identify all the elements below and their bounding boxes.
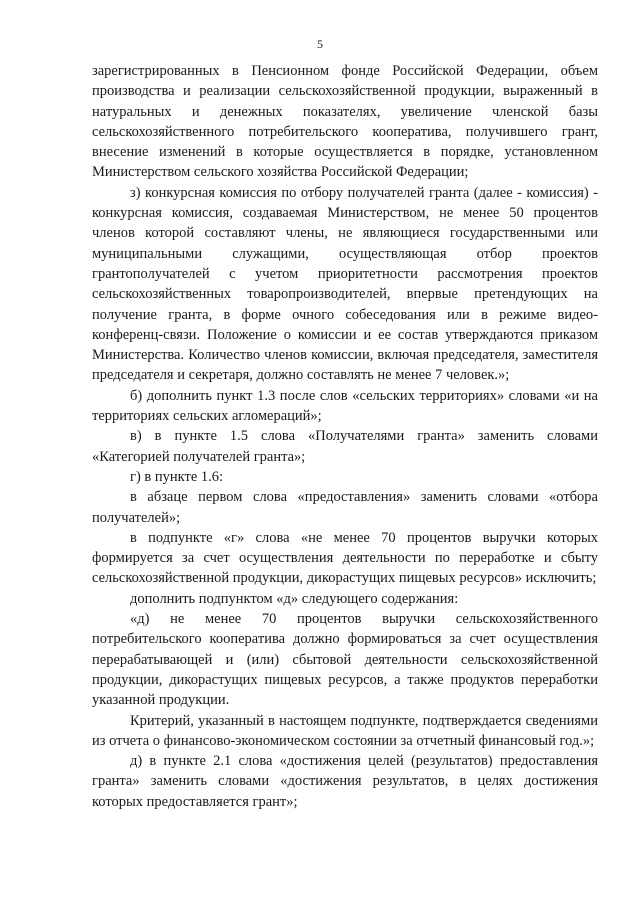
paragraph-add-subitem-d: дополнить подпунктом «д» следующего содержания:: [130, 590, 459, 607]
paragraph-subitem-g: в подпункте «г» слова «не менее 70 процентов выручки которых формируется за счет осуществления деятельности по переработке и сбыту сельскохозяйственной продукции, дикорастущих пищевых ресурсов» исключить;: [92, 529, 598, 587]
paragraph-item-g: г) в пункте 1.6:: [130, 468, 224, 485]
paragraph-item-d: д) в пункте 2.1 слова «достижения целей (результатов) предоставления гранта» заменить словами «достижения результатов, в целях достижения которых предоставляется грант»;: [92, 753, 598, 810]
paragraph-item-b: б) дополнить пункт 1.3 после слов «сельских территориях» словами «и на территориях сельских агломераций»;: [92, 387, 598, 425]
page-number: 5: [317, 37, 323, 51]
paragraph-first-abzac: в абзаце первом слова «предоставления» заменить словами «отбора получателей»;: [92, 489, 598, 526]
paragraph-subitem-d-text: «д) не менее 70 процентов выручки сельскохозяйственного потребительского кооператива должно формироваться за счет осуществления перерабатывающей и (или) сбытовой деятельности сельскохозяйственной продукции, дикорастущих пищевых ресурсов, а также продуктов переработки указанной продукции.: [92, 611, 598, 709]
paragraph-criterion: Критерий, указанный в настоящем подпункте, подтверждается сведениями из отчета о финансово-экономическом состоянии за отчетный финансовый год.»;: [92, 712, 598, 749]
paragraph-subitem-z: з) конкурсная комиссия по отбору получателей гранта (далее - комиссия) - конкурсная комиссия, создаваемая Министерством, не менее 50 процентов членов которой составляют члены, не являющиеся государственными или муниципальными служащими, осуществляющая отбор проектов грантополучателей с учетом приоритетности рассмотрения проектов сельскохозяйственных товаропроизводителей, впервые претендующих на получение гранта, в форме очного собеседования или в режиме видео-конференц-связи. Положение о комиссии и ее состав утверждаются приказом Министерства. Количество членов комиссии, включая председателя, заместителя председателя и секретаря, должно составлять не менее 7 человек.»;: [92, 184, 598, 384]
paragraph-item-v: в) в пункте 1.5 слова «Получателями гранта» заменить словами «Категорией получателей гранта»;: [92, 428, 598, 465]
paragraph-continuation: зарегистрированных в Пенсионном фонде Российской Федерации, объем производства и реализации сельскохозяйственной продукции, выраженный в натуральных и денежных показателях, увеличение членской базы сельскохозяйственного потребительского кооператива, получившего грант, внесение изменений в которые осуществляется в порядке, установленном Министерством сельского хозяйства Российской Федерации;: [92, 63, 598, 181]
document-body: [92, 61, 598, 812]
